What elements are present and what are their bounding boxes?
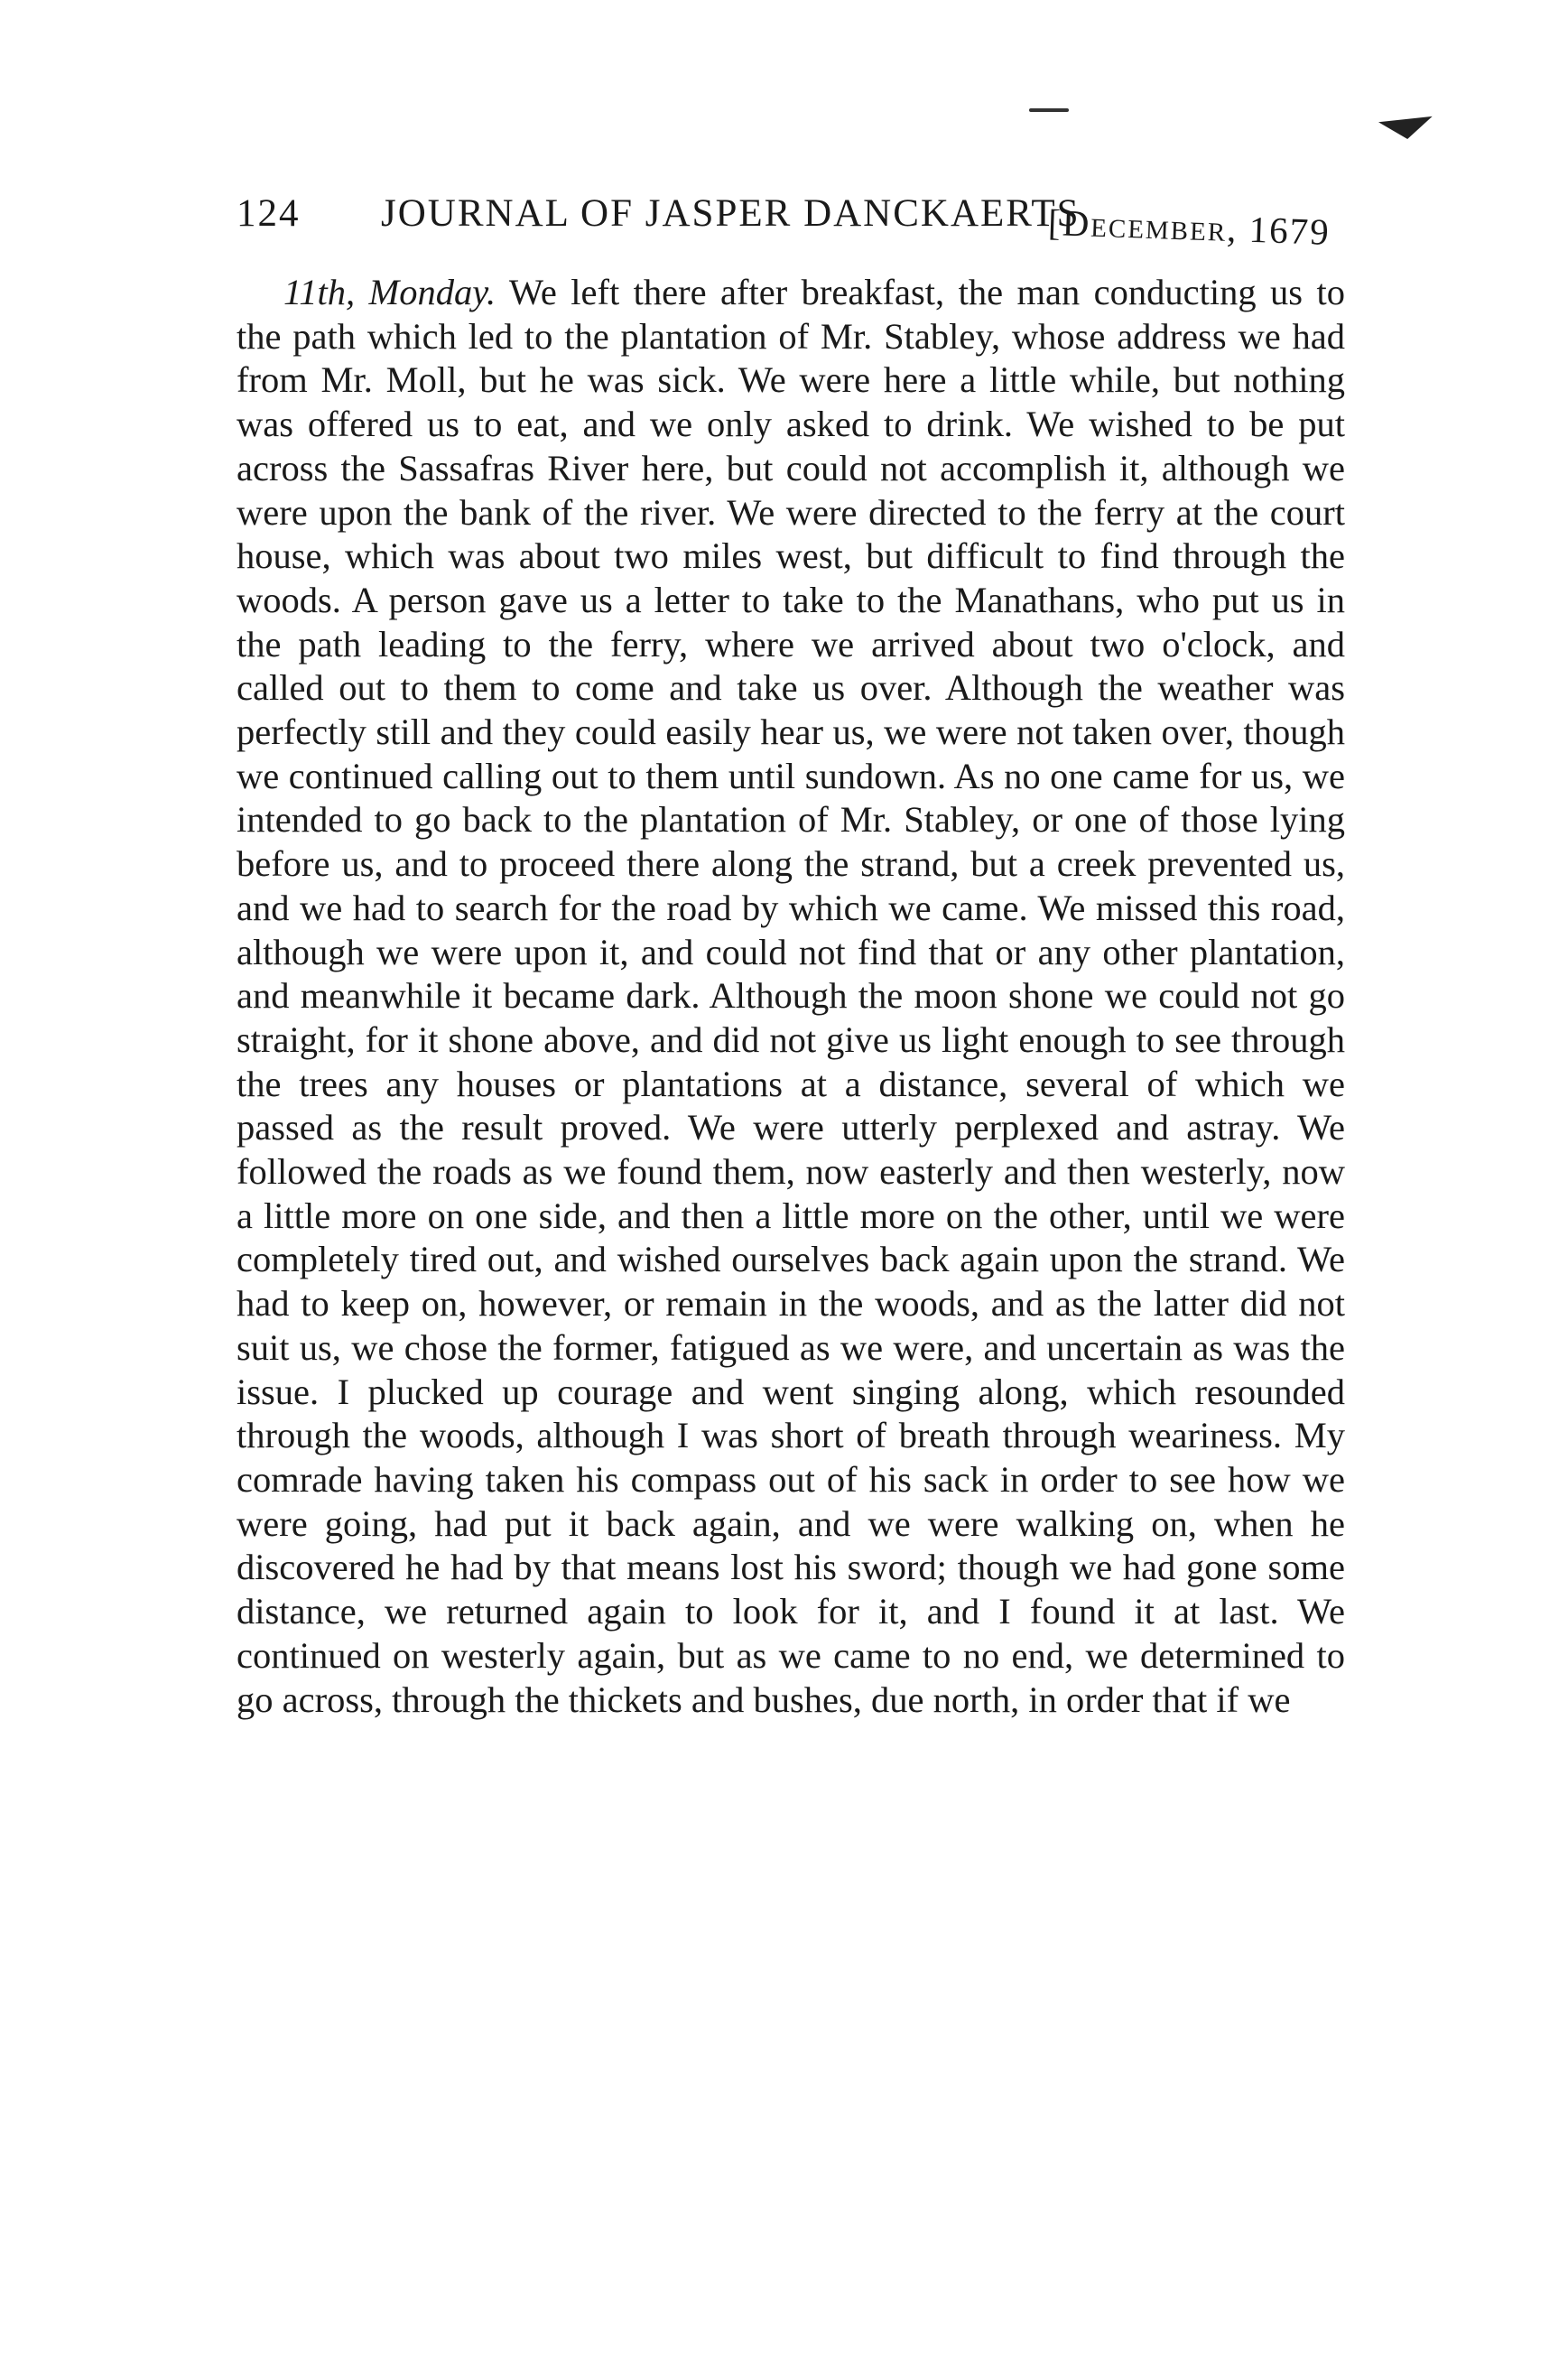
- journal-body: [237, 271, 1345, 1722]
- running-date: [December, 1679: [1047, 200, 1331, 253]
- running-title: JOURNAL OF JASPER DANCKAERTS: [381, 192, 1081, 235]
- scan-artifact-corner: [1378, 116, 1434, 142]
- entry-text: We left there after breakfast, the man conducting us to the path which led to the plantation of Mr. Stabley, whose address we had from Mr. Moll, but he was sick. We were here a little while, but nothing was offered us to eat, and we only asked to drink. We wished to be put across the Sassafras River here, but could not accomplish it, although we were upon the bank of the river. We were directed to the ferry at the court house, which was about two miles west, but difficult to find through the woods. A person gave us a letter to take to the Manathans, who put us in the path leading to the ferry, where we arrived about two o'clock, and called out to them to come and take us over. Although the weather was perfectly still and they could easily hear us, we were not taken over, though we continued calling out to them until sundown. As no one came for us, we intended to go back to the plantation of Mr. Stabley, or one of those lying before us, and to proceed there along the strand, but a creek prevented us, and we had to search for the road by which we came. We missed this road, although we were upon it, and could not find that or any other plantation, and meanwhile it became dark. Although the moon shone we could not go straight, for it shone above, and did not give us light enough to see through the trees any houses or plantations at a distance, several of which we passed as the result proved. We were utterly perplexed and astray. We followed the roads as we found them, now easterly and then westerly, now a little more on one side, and then a little more on the other, until we were completely tired out, and wished ourselves back again upon the strand. We had to keep on, however, or remain in the woods, and as the latter did not suit us, we chose the former, fatigued as we were, and uncertain as was the issue. I plucked up courage and went singing along, which resounded through the woods, although I was short of breath through weariness. My comrade having taken his compass out of his sack in order to see how we were going, had put it back again, and we were walking on, when he discovered he had by that means lost his sword; though we had gone some distance, we returned again to look for it, and I found it at last. We continued on westerly again, but as we came to no end, we determined to go across, through the thickets and bushes, due north, in order that if we: [237, 272, 1345, 1720]
- scan-artifact-mark: [1029, 108, 1069, 112]
- running-head: [237, 191, 1338, 255]
- entry-date-label: 11th, Monday.: [283, 272, 496, 312]
- journal-paragraph: [237, 271, 1345, 1722]
- page-number: 124: [237, 192, 301, 235]
